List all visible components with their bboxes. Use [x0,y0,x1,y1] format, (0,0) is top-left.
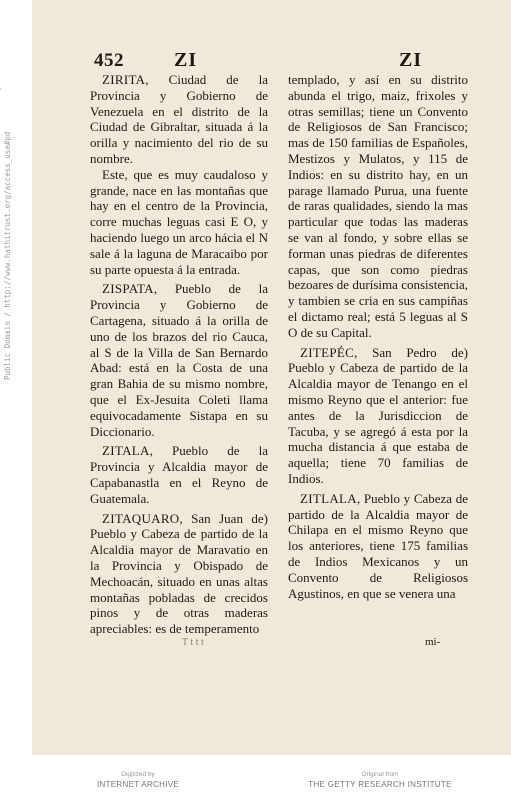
entry-text: , San Pedro de) Pueblo y Cabeza de partido de la Alcaldia mayor de Tenango en el mismo Reyno que el anterior: fue antes de la Jurisdiccion de Tacuba, y se agregó á esta por la mucha distancia á que estaba de aquella; tiene 70 familias de Indios. [288,344,468,486]
entry-text: , Pueblo y Cabeza de partido de la Alcaldia mayor de Chilapa en el mismo Reyno que los anteriores, tiene 175 familias de Indios Mexicanos y un Convento de Religiosos Agustinos, en que se venera una [288,490,468,601]
entry [90,443,268,506]
page-number: 452 [94,50,124,71]
entry [90,72,268,167]
entry [90,281,268,439]
book-page [32,0,511,755]
entry-continuation [288,72,468,341]
credit-caption: Digitized by [121,771,155,778]
left-running-head: ZI [174,49,198,71]
entry [90,511,268,637]
entry-text: templado, y así en su distrito abunda el trigo, maiz, frixoles y otras semillas; tiene un Convento de Religiosos de San Francisco; mas de 150 familias de Españoles, Mestizos y Mulatos, y 115 de Indios: en su distrito hay, en un parage llamado Purua, una fuente de raras qualidades, siendo la mas particular que todas las maderas se van al fondo, y sobre ellas se forman unas piedras de diferentes capas, que son como piedras bezoares de durísima consistencia, y tambien se cria en sus campiñas el dictamo real; está 5 leguas al S O de su Capital. [288,72,468,340]
entry-text: , Pueblo de la Provincia y Gobierno de Cartagena, situado á la orilla de uno de los brazos del rio Cauca, al S de la Villa de San Bernardo Abad: está en la Costa de una gran Bahia de su mismo nombre, que el Ex-Jesuita Coleti llama equivocadamente Sistapa en su Diccionario. [90,281,268,439]
right-running-head: ZI [399,49,423,71]
credit-name: INTERNET ARCHIVE [97,780,179,789]
entry-headword: ZITLALA [300,490,357,506]
credit-name: THE GETTY RESEARCH INSTITUTE [308,780,452,789]
entry-headword: ZISPATA [102,281,154,297]
right-column [288,72,468,601]
left-column [90,72,268,637]
access-stamp [0,0,13,380]
entry-headword: ZITAQUARO [102,510,180,526]
digitized-by-credit [83,770,193,790]
entry-headword: ZIRITA [102,72,146,87]
signature-mark: T t t t [182,637,204,648]
entry-text: , Ciudad de la Provincia y Gobierno de Venezuela en el distrito de la Ciudad de Gibraltar, situada á la orilla y nacimiento del rio de su nombre. [90,72,268,166]
entry-headword: ZITALA [102,443,150,459]
entry [288,345,468,487]
catchword: mi- [425,636,441,648]
entry [90,167,268,278]
original-from-credit [305,770,455,790]
entry-text: Este, que es muy caudaloso y grande, nace en las montañas que hay en el centro de la Provincia, corre muchas leguas casi E O, y haciendo luego un arco hácia el N sale á la laguna de Maracaibo por su parte opuesta á la entrada. [90,166,268,277]
entry-headword: ZITEPÉC [300,344,355,360]
entry [288,491,468,602]
credit-caption: Original from [361,771,399,778]
entry-text: , Pueblo de la Provincia y Alcaldia mayor de Capabanastla en el Reyno de Guatemala. [90,443,268,506]
entry-text: , San Juan de) Pueblo y Cabeza de partido de la Alcaldia mayor de Maravatio en la Provincia y Obispado de Mechoacán, situado en unas altas montañas pobladas de crecidos pinos y de otras maderas apreciables: es de temperamento [90,510,268,637]
access-stamp-line: Public Domain / http://www.hathitrust.org/access_use#pd [3,131,12,380]
running-header [32,48,511,74]
